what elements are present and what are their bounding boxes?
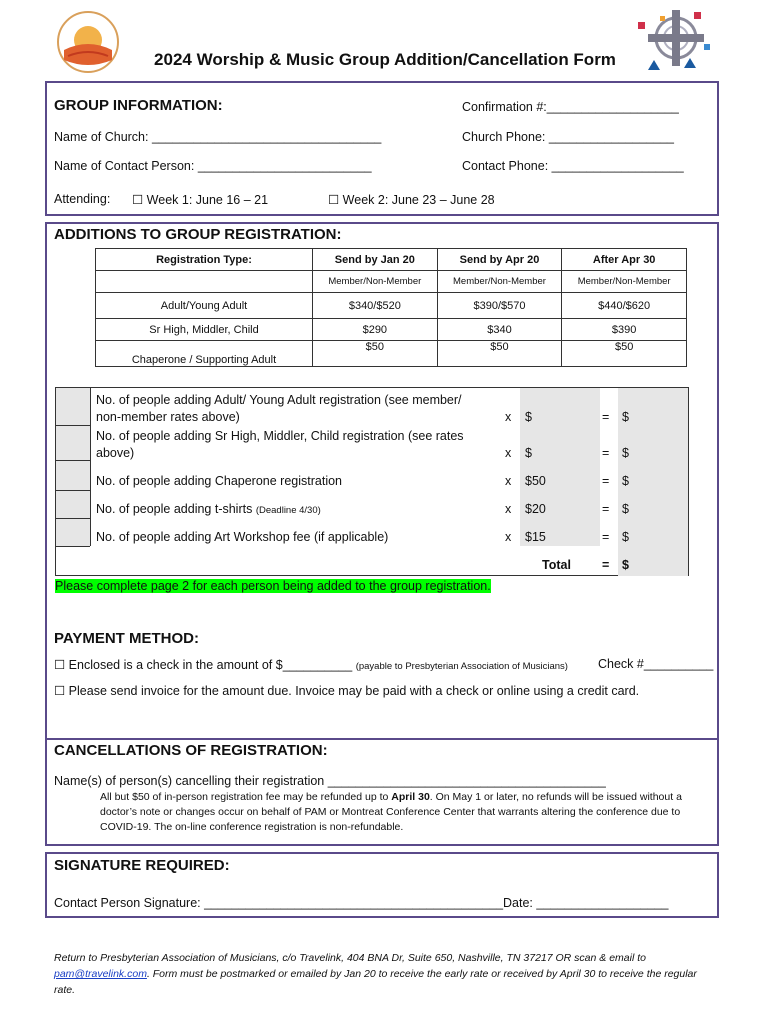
- rate-value: $50: [437, 341, 562, 367]
- rate-type: Chaperone / Supporting Adult: [96, 341, 313, 367]
- calculation-table: [55, 387, 689, 576]
- signature-heading: SIGNATURE REQUIRED:: [54, 857, 230, 874]
- calc-price: $50: [525, 474, 546, 488]
- check-number-field[interactable]: Check #__________: [598, 657, 714, 671]
- grand-total-label: Total: [542, 558, 571, 572]
- rate-value: $340/$520: [313, 293, 438, 319]
- church-name-field[interactable]: Name of Church: _________________________________: [54, 130, 382, 144]
- refund-policy: All but $50 of in-person registration fee may be refunded up to April 30. On May 1 or later, no refunds will be issued without a doctor’s note or changes occur on behalf of PAM or Montreat Conference Center that warrants altering the conference due to COVID-19. The on-line conference registration is non-refundable.: [100, 791, 682, 833]
- calc-eq: =: [602, 474, 610, 488]
- contact-person-field[interactable]: Name of Contact Person: _________________________: [54, 159, 372, 173]
- header-registration-type: Registration Type:: [96, 249, 313, 271]
- member-label: Member/Non-Member: [437, 271, 562, 293]
- calc-eq: =: [602, 502, 610, 516]
- page2-notice: Please complete page 2 for each person being added to the group registration.: [55, 579, 491, 593]
- check-option[interactable]: ☐ Enclosed is a check in the amount of $__________ (payable to Presbyterian Association of Musicians): [54, 658, 568, 672]
- calc-total[interactable]: $: [622, 530, 629, 544]
- contact-phone-field[interactable]: Contact Phone: ___________________: [462, 159, 684, 173]
- payment-heading: PAYMENT METHOD:: [54, 630, 200, 647]
- return-instructions: Return to Presbyterian Association of Musicians, c/o Travelink, 404 BNA Dr, Suite 650, Nashville, TN 37217 OR scan & email to pam@travelink.com. Form must be postmarked or emailed by Jan 20 to receive the early rate or received by April 30 to receive the regular rate.: [54, 952, 697, 996]
- attending-label: Attending:: [54, 192, 111, 206]
- form-title: 2024 Worship & Music Group Addition/Cancellation Form: [154, 50, 616, 69]
- calc-x: x: [505, 502, 512, 516]
- header-jan: Send by Jan 20: [313, 249, 438, 271]
- rate-value: $440/$620: [562, 293, 687, 319]
- calc-x: x: [505, 530, 512, 544]
- confirmation-field[interactable]: Confirmation #:___________________: [462, 100, 679, 114]
- calc-total[interactable]: $: [622, 502, 629, 516]
- calc-x: x: [505, 410, 512, 424]
- member-label: Member/Non-Member: [562, 271, 687, 293]
- calc-price: $15: [525, 530, 546, 544]
- header-apr: Send by Apr 20: [437, 249, 562, 271]
- rate-value: $50: [313, 341, 438, 367]
- signature-date-field[interactable]: Contact Person Signature: ___________________________________________Date: ___________________: [54, 896, 669, 910]
- rate-type: Sr High, Middler, Child: [96, 319, 313, 341]
- rate-value: $50: [562, 341, 687, 367]
- church-phone-field[interactable]: Church Phone: __________________: [462, 130, 674, 144]
- rate-value: $340: [437, 319, 562, 341]
- calc-row-3-line1: No. of people adding Chaperone registration: [96, 474, 343, 488]
- calc-x: x: [505, 474, 512, 488]
- rate-value: $390/$570: [437, 293, 562, 319]
- rate-type: Adult/Young Adult: [96, 293, 313, 319]
- calc-row-2-line2: above): [96, 446, 135, 460]
- calc-row-1-line2: non-member rates above): [96, 410, 240, 424]
- calc-price[interactable]: $: [525, 446, 532, 460]
- calc-total[interactable]: $: [622, 410, 629, 424]
- calc-price: $20: [525, 502, 546, 516]
- grand-total-value[interactable]: $: [622, 558, 629, 572]
- calc-row-4-line1: No. of people adding t-shirts (Deadline 4/30): [96, 502, 321, 516]
- additions-heading: ADDITIONS TO GROUP REGISTRATION:: [54, 226, 342, 243]
- week1-checkbox[interactable]: ☐ Week 1: June 16 – 21: [132, 193, 269, 207]
- member-label: Member/Non-Member: [313, 271, 438, 293]
- week2-checkbox[interactable]: ☐ Week 2: June 23 – June 28: [328, 193, 495, 207]
- invoice-option[interactable]: ☐ Please send invoice for the amount due. Invoice may be paid with a check or online using a credit card.: [54, 684, 640, 698]
- calc-eq: =: [602, 530, 610, 544]
- group-info-heading: GROUP INFORMATION:: [54, 97, 223, 114]
- calc-row-1-line1: No. of people adding Adult/ Young Adult registration (see member/: [96, 393, 462, 407]
- calc-total[interactable]: $: [622, 474, 629, 488]
- calc-price[interactable]: $: [525, 410, 532, 424]
- count-input-adult[interactable]: [58, 392, 88, 422]
- header-after: After Apr 30: [562, 249, 687, 271]
- email-link[interactable]: pam@travelink.com: [54, 968, 147, 980]
- grand-total-eq: =: [602, 558, 610, 572]
- calc-eq: =: [602, 446, 610, 460]
- rate-value: $390: [562, 319, 687, 341]
- rates-table: [95, 248, 687, 367]
- price-column: [520, 388, 600, 546]
- rate-value: $290: [313, 319, 438, 341]
- cancellations-heading: CANCELLATIONS OF REGISTRATION:: [54, 742, 328, 759]
- calc-row-5-line1: No. of people adding Art Workshop fee (if applicable): [96, 530, 389, 544]
- calc-eq: =: [602, 410, 610, 424]
- calc-x: x: [505, 446, 512, 460]
- calc-total[interactable]: $: [622, 446, 629, 460]
- cancel-names-field[interactable]: Name(s) of person(s) cancelling their registration ________________________________________: [54, 774, 606, 788]
- calc-row-2-line1: No. of people adding Sr High, Middler, Child registration (see rates: [96, 429, 464, 443]
